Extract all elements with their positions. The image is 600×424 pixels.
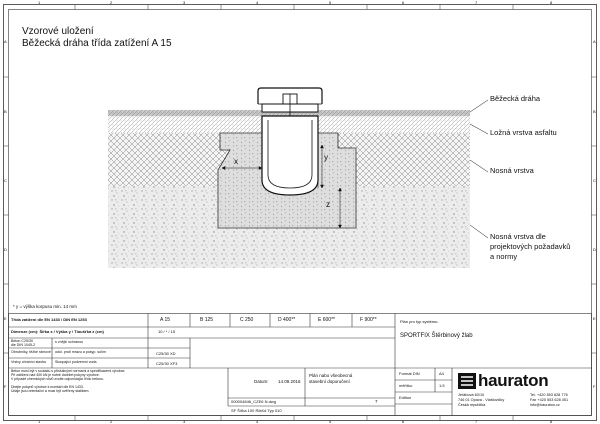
load-class-e600: E 600** (318, 317, 335, 323)
concrete-row-label: Vrstvy chránící stavbu (11, 360, 47, 364)
concrete-row-label: Obrubníky, těžké rámové (11, 350, 51, 354)
grid-number-bottom: 1 (38, 419, 41, 424)
grid-number-top: 5 (329, 0, 332, 5)
concrete-row-sublabel: dle DIN 1045-2 (11, 343, 36, 347)
grid-letter-left: C (4, 178, 7, 183)
grid-letter-left: D (4, 247, 7, 252)
dim-label-x: x (234, 157, 238, 166)
grid-letter-right: C (593, 178, 596, 183)
contact-line: info@hauraton.cz (530, 403, 560, 407)
dim-label-y: y (324, 153, 328, 162)
dim-label-z: z (326, 200, 330, 209)
concrete-row-value: C25/30 XD (156, 351, 176, 356)
grid-number-bottom: 2 (110, 419, 113, 424)
plan-note-line1: Plán nabo všeobecná (309, 373, 353, 378)
grid-number-bottom: 7 (475, 419, 478, 424)
load-class-c250: C 250 (240, 317, 254, 323)
note-line: Beton musí být v souladu s příslušnými normami a specifikacemi výrobce. (11, 369, 126, 373)
sheet-number: 7 (375, 399, 378, 404)
grid-number-top: 7 (475, 0, 478, 5)
concrete-row-label: Beton C25/30 (11, 339, 33, 343)
grid-number-top: 3 (183, 0, 186, 5)
date-value: 14.09.2016 (278, 379, 301, 384)
footnote: * y = výška korpusu min. 14 mm (13, 304, 77, 309)
note-line: Údaje jsou orientační a musí být ověřeny statikem. (11, 389, 90, 393)
format-value: A4 (439, 371, 444, 376)
dimension-row-value: 10 / * / 15 (158, 329, 176, 334)
load-class-f900: F 900** (360, 317, 377, 323)
dimension-row-label: Dimenze (cm): Šířka x / Výška y / Tloušťka z (cm) (11, 329, 104, 334)
product-name: SPORTFIX Štěrbinový žlab (400, 333, 473, 339)
grid-number-top: 1 (38, 0, 41, 5)
concrete-row-spec: Stoupající podzemní voda (55, 360, 97, 364)
scale-value: 1:5 (439, 383, 445, 388)
format-label: Formát DIN (399, 371, 420, 376)
grid-letter-right: F (593, 384, 596, 389)
plan-note-line2: stavební doporučení (309, 379, 350, 384)
grid-number-top: 8 (550, 0, 553, 5)
note-line: Dbejte pokynů výrobce k montáži dle EN 1433. (11, 385, 84, 389)
address-line: 746 01 Opava - Vlaštovičky (458, 398, 505, 402)
date-label: Datum: (254, 379, 269, 384)
grid-number-top: 2 (110, 0, 113, 5)
grid-letter-left: A (4, 39, 7, 44)
address-line: Česká republika (458, 403, 486, 407)
grid-number-bottom: 5 (329, 419, 332, 424)
concrete-row-value: C25/30 XF3 (156, 361, 178, 366)
edition-label: Edition (399, 395, 412, 400)
hauraton-logo-icon (458, 373, 476, 389)
concrete-row-spec: s vnější ochranou (55, 340, 84, 344)
callout-subbase-line1: Nosná vrstva dle (490, 232, 546, 241)
part-label: SF Šířka 100 RIkKd Typ 010 (231, 408, 282, 413)
brand-name: hauraton (478, 371, 549, 390)
callout-subbase-line2: projektových požadavků (490, 242, 571, 251)
grid-number-bottom: 6 (402, 419, 405, 424)
load-class-d400: D 400** (278, 317, 296, 323)
callout-track: Běžecká dráha (490, 94, 541, 103)
contact-line: Tel. +420 553 628 776 (530, 393, 568, 397)
address-line: Jeřábová 60/10 (458, 393, 485, 397)
grid-letter-left: B (4, 109, 7, 114)
contact-line: Fax +420 553 628 451 (530, 398, 569, 402)
grid-number-bottom: 4 (256, 419, 259, 424)
load-class-b125: B 125 (200, 317, 214, 323)
grid-letter-right: E (593, 316, 596, 321)
note-line: Při zatížení nad 400 kN je nutné dodržet pokyny výrobce. (11, 373, 100, 377)
load-class-a15: A 15 (160, 317, 171, 323)
grid-number-top: 4 (256, 0, 259, 5)
grid-letter-right: A (593, 39, 596, 44)
grid-letter-right: D (593, 247, 596, 252)
callout-base: Nosná vrstva (490, 166, 534, 175)
for-type-label: Plán pro typ systému: (400, 319, 439, 324)
grid-letter-left: E (4, 316, 7, 321)
grid-letter-left: F (4, 384, 7, 389)
scale-label: měřítko (399, 383, 413, 388)
concrete-row-spec: odol. proti mrazu a posyp. solím (55, 350, 106, 354)
note-line: V případě chemických vlivů zvolte odpovídající třídu betonu. (11, 377, 104, 381)
title-line-1: Vzorové uložení (22, 26, 94, 37)
drawing-number: 000004846_CZE6 N.dwg (231, 399, 276, 404)
load-class-label: Třída zatížení dle EN 1433 / DIN EN 1253 (11, 317, 87, 322)
grid-number-bottom: 8 (550, 419, 553, 424)
callout-asphalt: Ložná vrstva asfaltu (490, 128, 557, 137)
grid-letter-right: B (593, 109, 596, 114)
grid-number-top: 6 (402, 0, 405, 5)
grid-number-bottom: 3 (183, 419, 186, 424)
callout-subbase-line3: a normy (490, 252, 518, 261)
title-line-2: Běžecká dráha třída zatížení A 15 (22, 38, 172, 49)
